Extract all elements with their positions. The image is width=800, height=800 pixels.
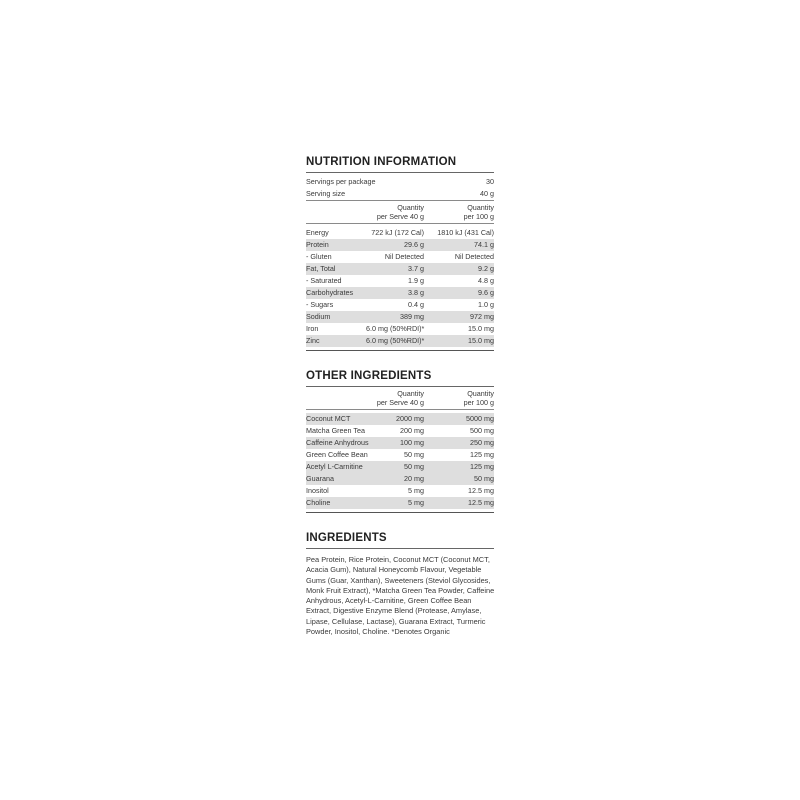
table-row — [306, 323, 494, 335]
row-per100-value: 250 mg — [470, 438, 494, 447]
table-row — [306, 311, 494, 323]
serving-size-row — [306, 188, 494, 200]
row-per100-value: 74.1 g — [474, 240, 494, 249]
row-serve-value: Nil Detected — [384, 252, 424, 261]
other-column-header — [306, 387, 494, 409]
row-serve-value: 5 mg — [408, 498, 424, 507]
ingredients-title: INGREDIENTS — [306, 531, 494, 549]
row-name: - Gluten — [306, 252, 332, 261]
row-serve-value: 1.9 g — [408, 276, 424, 285]
row-per100-value: 50 mg — [474, 474, 494, 483]
row-per100-value: 12.5 mg — [468, 486, 494, 495]
row-per100-value: 9.6 g — [478, 288, 494, 297]
row-name: Iron — [306, 324, 319, 333]
row-serve-value: 20 mg — [404, 474, 424, 483]
nutrition-table — [306, 227, 494, 347]
per100-header-line2: per 100 g — [463, 212, 494, 221]
table-row — [306, 497, 494, 509]
row-serve-value: 100 mg — [400, 438, 424, 447]
servings-value: 30 — [486, 177, 494, 186]
table-row — [306, 413, 494, 425]
row-name: Energy — [306, 228, 329, 237]
row-per100-value: 12.5 mg — [468, 498, 494, 507]
row-serve-value: 2000 mg — [396, 414, 424, 423]
ingredients-text: Pea Protein, Rice Protein, Coconut MCT (Coconut MCT, Acacia Gum), Natural Honeycomb Flavour, Vegetable Gums (Guar, Xanthan), Sweeteners (Steviol Glycosides, Monk Fruit Extract), *Matcha Green Tea Powder, Caffeine Anhydrous, Acetyl-L-Carnitine, Green Coffee Bean Extract, Digestive Enzyme Blend (Protease, Amylase, Lipase, Cellulase, Lactase), Guarana Extract, Turmeric Powder, Inositol, Choline. *Denotes Organic — [306, 555, 495, 637]
serve-header-line2: per Serve 40 g — [376, 398, 424, 407]
row-name: Zinc — [306, 336, 320, 345]
other-ingredients-title: OTHER INGREDIENTS — [306, 369, 494, 387]
nutrition-title: NUTRITION INFORMATION — [306, 155, 494, 173]
other-ingredients-section — [306, 369, 494, 513]
nutrition-column-header — [306, 201, 494, 223]
nutrition-section — [306, 155, 494, 351]
row-per100-value: 9.2 g — [478, 264, 494, 273]
row-name: Coconut MCT — [306, 414, 351, 423]
row-per100-value: 4.8 g — [478, 276, 494, 285]
per100-header-line1: Quantity — [467, 389, 494, 398]
per100-header-line2: per 100 g — [463, 398, 494, 407]
row-serve-value: 722 kJ (172 Cal) — [371, 228, 424, 237]
row-serve-value: 6.0 mg (50%RDI)* — [366, 324, 425, 333]
row-per100-value: 125 mg — [470, 450, 494, 459]
serve-header-line1: Quantity — [397, 389, 424, 398]
row-per100-value: Nil Detected — [454, 252, 494, 261]
row-serve-value: 3.7 g — [408, 264, 424, 273]
nutrition-panel — [306, 155, 494, 655]
row-per100-value: 15.0 mg — [468, 324, 494, 333]
row-serve-value: 5 mg — [408, 486, 424, 495]
row-name: Fat, Total — [306, 264, 336, 273]
row-name: Green Coffee Bean — [306, 450, 368, 459]
table-row — [306, 425, 494, 437]
row-serve-value: 3.8 g — [408, 288, 424, 297]
row-name: Sodium — [306, 312, 331, 321]
row-name: Matcha Green Tea — [306, 426, 365, 435]
table-row — [306, 299, 494, 311]
serve-header-line2: per Serve 40 g — [376, 212, 424, 221]
row-serve-value: 6.0 mg (50%RDI)* — [366, 336, 425, 345]
table-row — [306, 227, 494, 239]
row-serve-value: 50 mg — [404, 450, 424, 459]
serve-header-line1: Quantity — [397, 203, 424, 212]
table-row — [306, 461, 494, 473]
row-per100-value: 1810 kJ (431 Cal) — [437, 228, 494, 237]
table-row — [306, 335, 494, 347]
row-name: Caffeine Anhydrous — [306, 438, 369, 447]
row-serve-value: 389 mg — [400, 312, 424, 321]
row-serve-value: 50 mg — [404, 462, 424, 471]
row-name: Acetyl L-Carnitine — [306, 462, 363, 471]
row-name: - Sugars — [306, 300, 334, 309]
other-ingredients-table — [306, 413, 494, 509]
table-row — [306, 437, 494, 449]
row-per100-value: 5000 mg — [466, 414, 494, 423]
serving-size-label: Serving size — [306, 189, 346, 198]
row-serve-value: 0.4 g — [408, 300, 424, 309]
table-row — [306, 251, 494, 263]
row-per100-value: 972 mg — [470, 312, 494, 321]
row-name: Choline — [306, 498, 331, 507]
table-row — [306, 239, 494, 251]
row-name: Guarana — [306, 474, 334, 483]
row-name: Carbohydrates — [306, 288, 354, 297]
per100-header-line1: Quantity — [467, 203, 494, 212]
row-serve-value: 29.6 g — [404, 240, 424, 249]
table-row — [306, 287, 494, 299]
row-per100-value: 500 mg — [470, 426, 494, 435]
row-name: - Saturated — [306, 276, 342, 285]
row-serve-value: 200 mg — [400, 426, 424, 435]
row-name: Protein — [306, 240, 329, 249]
table-row — [306, 473, 494, 485]
table-row — [306, 275, 494, 287]
serving-size-value: 40 g — [480, 189, 494, 198]
row-per100-value: 1.0 g — [478, 300, 494, 309]
table-row — [306, 485, 494, 497]
servings-row — [306, 176, 494, 188]
ingredients-section — [306, 531, 494, 637]
row-per100-value: 125 mg — [470, 462, 494, 471]
servings-label: Servings per package — [306, 177, 376, 186]
table-row — [306, 449, 494, 461]
table-row — [306, 263, 494, 275]
row-name: Inositol — [306, 486, 329, 495]
row-per100-value: 15.0 mg — [468, 336, 494, 345]
